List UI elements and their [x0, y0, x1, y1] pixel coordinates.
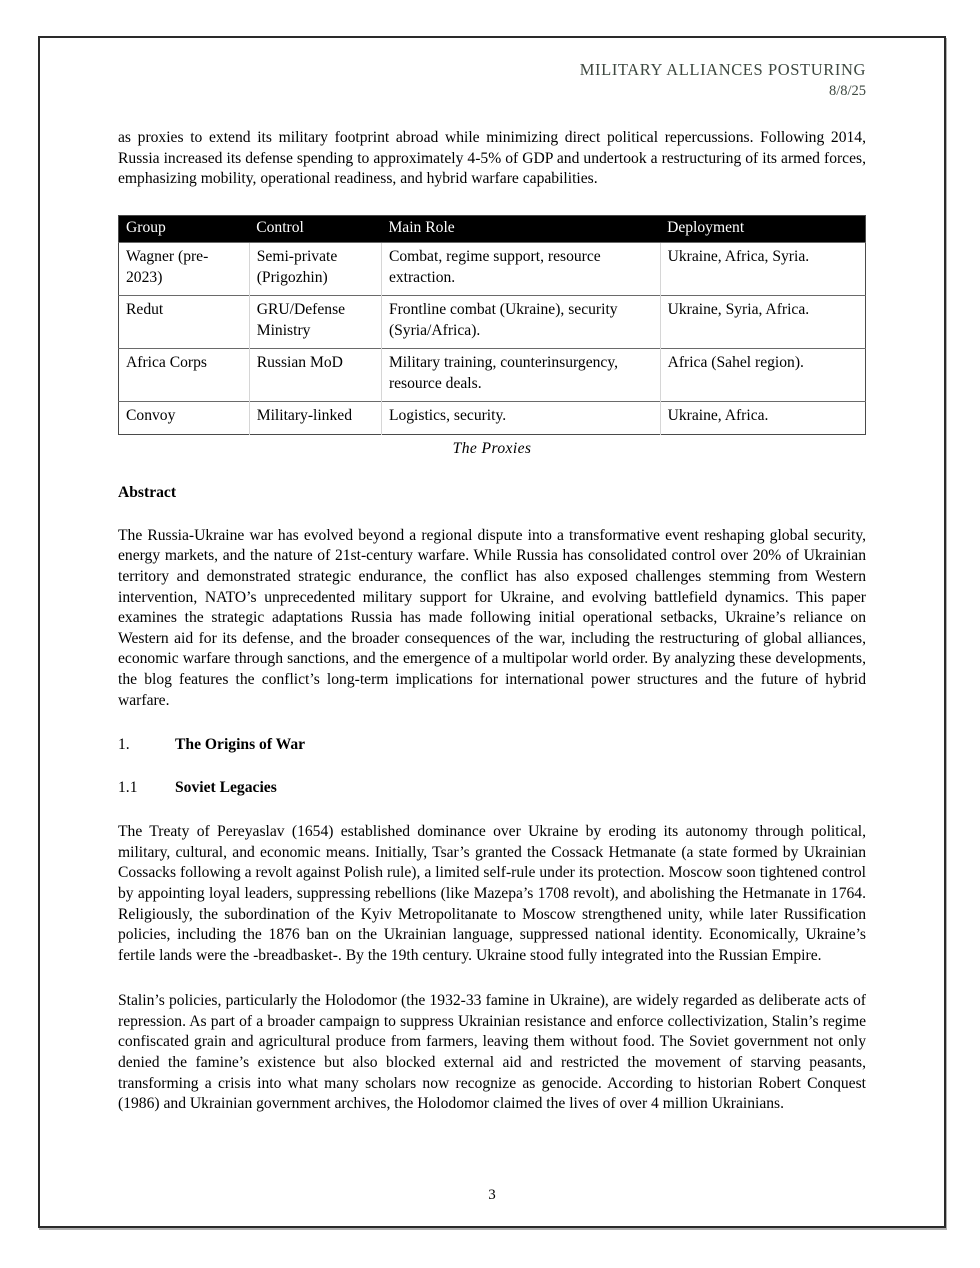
table-row [119, 402, 866, 435]
abstract-heading: Abstract [118, 483, 177, 501]
table-cell: Russian MoD [249, 349, 381, 402]
column-header-group: Group [119, 215, 250, 243]
table-row [119, 243, 866, 296]
table-row [119, 349, 866, 402]
column-header-main-role: Main Role [381, 215, 660, 243]
table-cell: Convoy [119, 402, 250, 435]
running-head-title: MILITARY ALLIANCES POSTURING [579, 60, 866, 79]
section-title: The Origins of War [175, 736, 306, 754]
running-head [118, 60, 866, 100]
subsection-number: 1.1 [118, 779, 138, 797]
table-cell: Military-linked [249, 402, 381, 435]
table-cell: Frontline combat (Ukraine), security (Syria/Africa). [381, 296, 660, 349]
intro-paragraph: as proxies to extend its military footprint abroad while minimizing direct political repercussions. Following 2014, Russia increased its defense spending to approximately 4-5% of GDP and undertook a restructuring of its armed forces, emphasizing mobility, operational readiness, and hybrid warfare capabilities. [118, 129, 866, 188]
subsection-title: Soviet Legacies [175, 779, 277, 797]
table-header-row [119, 215, 866, 243]
subsection-heading-soviet-legacies [118, 779, 866, 797]
column-header-control: Control [249, 215, 381, 243]
table-cell: Military training, counterinsurgency, resource deals. [381, 349, 660, 402]
table-cell: Logistics, security. [381, 402, 660, 435]
table-cell: Ukraine, Africa, Syria. [660, 243, 865, 296]
table-cell: Africa (Sahel region). [660, 349, 865, 402]
proxies-table [118, 215, 866, 435]
section-number: 1. [118, 736, 130, 754]
section-heading-origins [118, 736, 866, 754]
table-cell: Redut [119, 296, 250, 349]
table-caption: The Proxies [452, 439, 532, 457]
table-cell: Semi-private (Prigozhin) [249, 243, 381, 296]
abstract-paragraph: The Russia-Ukraine war has evolved beyond a regional dispute into a transformative event reshaping global security, energy markets, and the nature of 21st-century warfare. While Russia has consolidated control over 20% of Ukrainian territory and demonstrated strategic endurance, the conflict has also exposed challenges stemming from Western intervention, NATO’s unprecedented military support for Ukraine, and evolving battlefield dynamics. This paper examines the strategic adaptations Russia has made following initial operational setbacks, Ukraine’s reliance on Western aid for its defense, and the broader consequences of the war, including the restructuring of global alliances, economic warfare through sanctions, and the emergence of a multipolar world order. By analyzing these developments, the blog features the conflict’s long-term implications for international power structures and the future of hybrid warfare. [118, 526, 866, 709]
running-head-date: 8/8/25 [828, 83, 866, 99]
soviet-legacies-paragraph-1: The Treaty of Pereyaslav (1654) established dominance over Ukraine by eroding its autonomy through political, military, cultural, and economic means. Initially, Tsar’s granted the Cossack Hetmanate (a state formed by Ukrainian Cossacks following a revolt against Polish rule), a limited self-rule under its protection. Moscow soon tightened control by appointing loyal leaders, suppressing rebellions (like Mazepa’s 1708 revolt), and abolishing the Hetmanate in 1764. Religiously, the subordination of the Kyiv Metropolitanate to Moscow strengthened unity, while later Russification policies, including the 1876 ban on the Ukrainian language, suppressed national identity. Economically, Ukraine’s fertile lands were the -breadbasket-. By the 19th century. Ukraine stood fully integrated into the Russian Empire. [118, 823, 866, 964]
page [38, 36, 946, 1228]
table-cell: Combat, regime support, resource extraction. [381, 243, 660, 296]
table-cell: Ukraine, Syria, Africa. [660, 296, 865, 349]
table-row [119, 296, 866, 349]
table-cell: GRU/Defense Ministry [249, 296, 381, 349]
table-cell: Ukraine, Africa. [660, 402, 865, 435]
page-number: 3 [488, 1187, 496, 1203]
table-cell: Africa Corps [119, 349, 250, 402]
soviet-legacies-paragraph-2: Stalin’s policies, particularly the Holodomor (the 1932-33 famine in Ukraine), are widely regarded as deliberate acts of repression. As part of a broader campaign to suppress Ukrainian resistance and enforce collectivization, Stalin’s regime confiscated grain and agricultural produce from farmers, leaving them without food. The Soviet government not only denied the famine’s existence but also blocked external aid and restricted the movement of starving peasants, transforming a crisis into what many scholars now recognize as genocide. According to historian Robert Conquest (1986) and Ukrainian government archives, the Holodomor claimed the lives of over 4 million Ukrainians. [118, 992, 866, 1113]
table-cell: Wagner (pre-2023) [119, 243, 250, 296]
column-header-deployment: Deployment [660, 215, 865, 243]
